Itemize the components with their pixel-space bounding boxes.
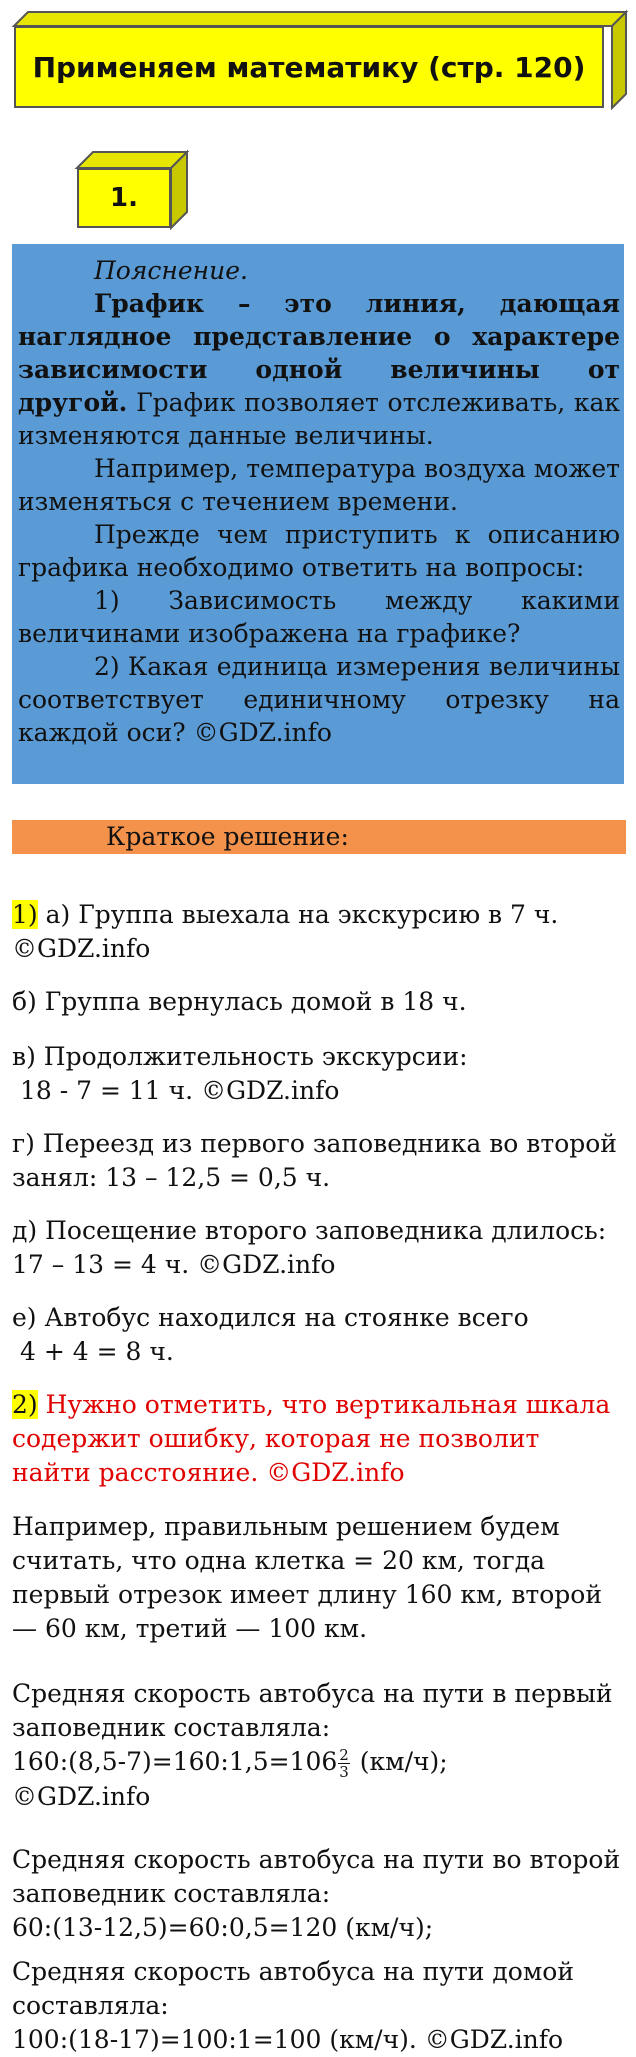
speed-2	[12, 1843, 624, 1945]
part-2-marker: 2)	[12, 1390, 38, 1419]
answer-1a	[12, 898, 624, 966]
answer-1c-line-2: 18 - 7 = 11 ч. ©GDZ.info	[20, 1076, 340, 1105]
answer-1e-line-2: 4 + 4 = 8 ч.	[20, 1337, 174, 1366]
answer-1g: г) Переезд из первого заповедника во второй занял: 13 – 12,5 = 0,5 ч.	[12, 1129, 617, 1192]
explanation-block	[12, 244, 624, 784]
speed-1-text: Средняя скорость автобуса на пути в первый заповедник составляла:	[12, 1679, 613, 1742]
title-box	[14, 12, 626, 108]
task-number-box	[77, 152, 187, 228]
answer-1e-line-1: е) Автобус находился на стоянке всего	[12, 1303, 529, 1332]
graph-definition-rest: График позволяет отслеживать, как изменяются данные величины.	[18, 388, 620, 450]
speed-3-text: Средняя скорость автобуса на пути домой составляла:	[12, 1957, 574, 2020]
graph-definition-bold: График – это линия, дающая наглядное представление о характере зависимости одной величины от другой.	[18, 289, 620, 417]
speed-1-formula	[12, 1745, 624, 1780]
explanation-example: Например, температура воздуха может изменяться с течением времени.	[18, 454, 620, 516]
speed-1-fraction-denominator: 3	[339, 1763, 349, 1781]
speed-3	[12, 1955, 624, 2057]
answer-2	[12, 1388, 624, 1490]
speed-3-formula: 100:(18-17)=100:1=100 (км/ч). ©GDZ.info	[12, 2025, 564, 2054]
speed-1-formula-end: (км/ч);	[351, 1747, 448, 1776]
explanation-before: Прежде чем приступить к описанию графика необходимо ответить на вопросы:	[18, 520, 620, 582]
speed-1	[12, 1677, 624, 1814]
answer-1c	[12, 1040, 624, 1108]
task-number: 1.	[77, 168, 171, 228]
answer-1c-line-1: в) Продолжительность экскурсии:	[12, 1042, 468, 1071]
speed-1-fraction-numerator: 2	[339, 1746, 349, 1764]
speed-1-fraction	[338, 1747, 350, 1780]
explanation-question-2: 2) Какая единица измерения величины соответствует единичному отрезку на каждой оси? ©GDZ.info	[18, 652, 620, 747]
solution-header: Краткое решение:	[12, 820, 626, 854]
answer-1a-text: а) Группа выехала на экскурсию в 7 ч. ©GDZ.info	[12, 900, 559, 963]
answer-2-example: Например, правильным решением будем считать, что одна клетка = 20 км, тогда первый отрезок имеет длину 160 км, второй — 60 км, третий — 100 км.	[12, 1512, 603, 1643]
speed-1-credit: ©GDZ.info	[12, 1782, 151, 1811]
speed-2-formula: 60:(13-12,5)=60:0,5=120 (км/ч);	[12, 1913, 434, 1942]
speed-2-text: Средняя скорость автобуса на пути во второй заповедник составляла:	[12, 1845, 621, 1908]
answer-1e	[12, 1301, 624, 1369]
graph-definition	[18, 287, 620, 452]
explanation-question-1: 1) Зависимость между какими величинами изображена на графике?	[18, 586, 620, 648]
part-1-marker: 1)	[12, 900, 38, 929]
answer-1d: д) Посещение второго заповедника длилось: 17 – 13 = 4 ч. ©GDZ.info	[12, 1216, 607, 1279]
speed-1-formula-start: 160:(8,5-7)=160:1,5=106	[12, 1747, 338, 1776]
answer-1b: б) Группа вернулась домой в 18 ч.	[12, 987, 467, 1016]
explanation-heading: Пояснение.	[94, 256, 248, 285]
page-title: Применяем математику (стр. 120)	[14, 26, 604, 108]
answer-2-text: Нужно отметить, что вертикальная шкала содержит ошибку, которая не позволит найти расстояние. ©GDZ.info	[12, 1390, 611, 1487]
